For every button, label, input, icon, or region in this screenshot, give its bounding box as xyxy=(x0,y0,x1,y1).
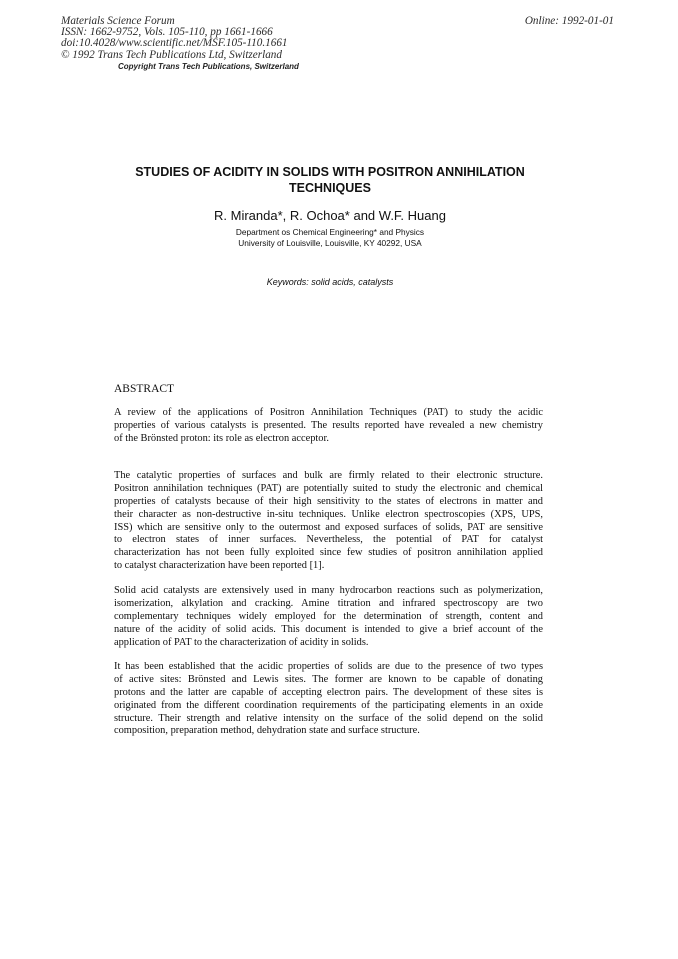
paper-keywords: Keywords: solid acids, catalysts xyxy=(266,277,394,287)
text-line: characterization has not been fully exploited since few studies of positron annihilation applied xyxy=(114,547,543,559)
paper-title xyxy=(80,164,580,196)
text-line: application of PAT to the characterization of acidity in solids. xyxy=(114,636,369,648)
text-line: properties of various catalysts is presented. The results reported have revealed a new chemistry xyxy=(114,419,543,431)
text-line: to catalyst characterization have been reported [1]. xyxy=(114,560,325,572)
text-line: protons and the latter are capable of accepting electron pairs. The development of these sites is xyxy=(114,686,543,698)
journal-doi[interactable]: doi:10.4028/www.scientific.net/MSF.105-110.1661 xyxy=(61,37,288,50)
body-paragraph-1 xyxy=(114,470,543,573)
text-line: isomerization, alkylation and cracking. Amine titration and infrared spectroscopy are two xyxy=(114,597,543,609)
text-line: The catalytic properties of surfaces and bulk are firmly related to their electronic structure. xyxy=(114,470,543,481)
text-line: complementary techniques widely employed for the determination of strength, content and xyxy=(114,610,543,622)
affiliation-line: University of Louisville, Louisville, KY 40292, USA xyxy=(238,238,422,248)
copyright-stamp: Copyright Trans Tech Publications, Switzerland xyxy=(118,62,299,71)
journal-header xyxy=(61,16,288,61)
text-line: A review of the applications of Positron Annihilation Techniques (PAT) to study the acidic xyxy=(114,407,543,418)
text-line: properties of catalysts because of their high sensitivity to the states of electrons in matter and xyxy=(114,495,543,507)
abstract-text xyxy=(114,407,543,446)
body-paragraph-3 xyxy=(114,661,543,738)
affiliation-line: Department os Chemical Engineering* and Physics xyxy=(235,227,425,237)
text-line: originated from the different coordination requirements of the participating elements in an oxide xyxy=(114,699,543,711)
text-line: structure. Their strength and relative intensity on the surface of the solid depend on the solid xyxy=(114,712,543,724)
journal-issn: ISSN: 1662-9752, Vols. 105-110, pp 1661-1666 xyxy=(61,26,273,39)
paper-authors: R. Miranda*, R. Ochoa* and W.F. Huang xyxy=(214,208,446,223)
text-line: of the Brönsted proton: its role as electron acceptor. xyxy=(114,432,329,444)
journal-copyright: © 1992 Trans Tech Publications Ltd, Switzerland xyxy=(61,48,282,61)
text-line: of active sites: Brönsted and Lewis sites. The former are known to be capable of donating xyxy=(114,673,543,685)
text-line: their character as non-destructive in-situ techniques. Unlike electron spectroscopies (XPS, UPS, xyxy=(114,508,543,520)
text-line: composition, preparation method, dehydration state and surface structure. xyxy=(114,725,420,737)
text-line: Positron annihilation techniques (PAT) are potentially suited to study the electronic and chemical xyxy=(114,482,543,494)
text-line: to electron states of inner surfaces. Nevertheless, the potential of PAT for catalyst xyxy=(114,534,543,546)
abstract-heading: ABSTRACT xyxy=(114,383,175,395)
title-line: TECHNIQUES xyxy=(289,181,371,195)
text-line: nature of the acidity of solid acids. This document is intended to give a brief account of the xyxy=(114,623,543,635)
text-line: Solid acid catalysts are extensively used in many hydrocarbon reactions such as polymerization, xyxy=(114,585,543,596)
text-line: ISS) which are sensitive only to the outermost and exposed surfaces of solids, PAT are sensitive xyxy=(114,521,543,533)
journal-name: Materials Science Forum xyxy=(61,15,175,27)
title-line: STUDIES OF ACIDITY IN SOLIDS WITH POSITRON ANNIHILATION xyxy=(135,165,525,179)
text-line: It has been established that the acidic properties of solids are due to the presence of two types xyxy=(114,661,543,672)
body-paragraph-2 xyxy=(114,585,543,649)
online-date: Online: 1992-01-01 xyxy=(524,15,614,27)
author-affiliation xyxy=(80,227,580,249)
